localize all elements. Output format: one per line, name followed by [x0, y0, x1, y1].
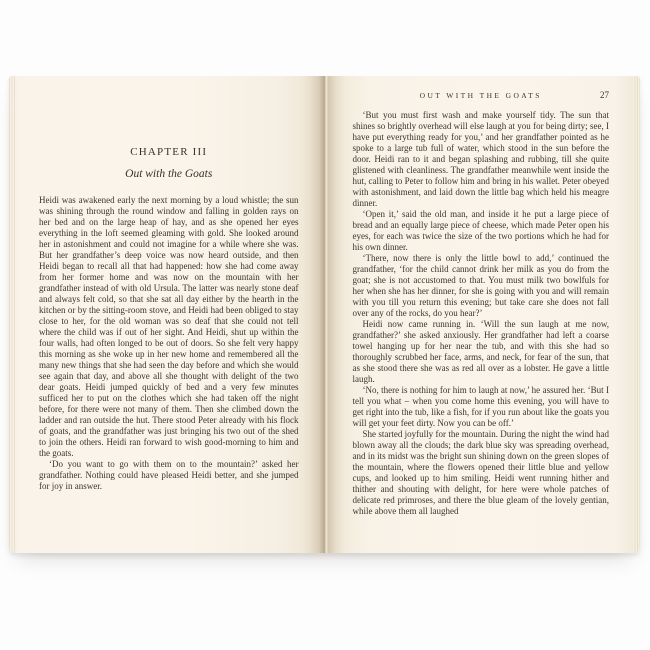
- paragraph: ‘Do you want to go with them on to the mountain?’ asked her grandfather. Nothing could have pleased Heidi better, and she jumped for joy in answer.: [39, 459, 299, 491]
- running-head: OUT WITH THE GOATS: [419, 91, 542, 100]
- paragraph: ‘There, now there is only the little bowl to add,’ continued the grandfather, ‘for the child cannot drink her milk as you do from the goat; she is not accustomed to that. You must milk two bowlfuls for her when she has her dinner, for she is going with you and will remain with you till you return this evening; but take care she does not fall over any of the rocks, do you hear?’: [352, 253, 609, 318]
- chapter-number-heading: CHAPTER III: [130, 146, 208, 158]
- paragraph: Heidi now came running in. ‘Will the sun laugh at me now, grandfather?’ she asked anxiously. Her grandfather had left a coarse towel hanging up for her near the tub, and with this she had so thoroughly scrubbed her face, arms, and neck, for fear of the sun, that as she stood there she was as red all over as a lobster. He gave a little laugh.: [352, 319, 609, 384]
- paragraph: ‘But you must first wash and make yourself tidy. The sun that shines so brightly overhead will else laugh at you for being dirty; see, I have put everything ready for you,’ and her grandfather pointed as he spoke to a large tub full of water, which stood in the sun before the door. Heidi ran to it and began splashing and rubbing, till she quite glistened with cleanliness. The grandfather meanwhile went inside the hut, calling to Peter to follow him and bring in his wallet. Peter obeyed with astonishment, and laid down the little bag which held his meagre dinner.: [352, 110, 609, 208]
- paragraph: She started joyfully for the mountain. During the night the wind had blown away all the clouds; the dark blue sky was spreading overhead, and in its midst was the bright sun shining down on the green slopes of the mountain, where the flowers opened their little blue and yellow cups, and looked up to him smiling. Heidi went running hither and thither and shouting with delight, for here were whole patches of delicate red primroses, and there the blue gleam of the lovely gentian, while above them all laughed: [352, 429, 609, 516]
- chapter-title-heading: Out with the Goats: [125, 168, 213, 180]
- paragraph: Heidi was awakened early the next morning by a loud whistle; the sun was shining through the round window and falling in golden rays on her bed and on the large heap of hay, and as she opened her eyes everything in the loft seemed gleaming with gold. She looked around her in astonishment and could not imagine for a while where she was. But her grandfather’s deep voice was now heard outside, and then Heidi began to recall all that had happened: how she had come away from her former home and was now on the mountain with her grandfather instead of with old Ursula. The latter was nearly stone deaf and always felt cold, so that she sat all day either by the hearth in the kitchen or by the sitting-room stove, and Heidi had been obliged to stay close to her, for the old woman was so deaf that she could not tell where the child was if out of her sight. And Heidi, shut up within the four walls, had often longed to be out of doors. So she felt very happy this morning as she woke up in her new home and remembered all the many new things that she had seen the day before and which she would see again that day, and above all she thought with delight of the two dear goats. Heidi jumped quickly of bed and a very few minutes sufficed her to put on the clothes which she had taken off the night before, for there were not many of them. Then she climbed down the ladder and ran outside the hut. There stood Peter already with his flock of goats, and the grandfather was just bringing his two out of the shed to join the others. Heidi ran forward to wish good-morning to him and the goats.: [39, 195, 299, 458]
- running-head-row: [353, 91, 610, 102]
- right-page: [325, 76, 641, 553]
- paragraph: ‘No, there is nothing for him to laugh at now,’ he assured her. ‘But I tell you what – when you come home this evening, you will have to get right into the tub, like a fish, for if you run about like the goats you will get your feet dirty. Now you can be off.’: [352, 385, 609, 428]
- page-number: 27: [600, 90, 609, 100]
- left-page: [9, 76, 325, 553]
- right-page-text-block: [353, 76, 610, 517]
- paragraph: ‘Open it,’ said the old man, and inside it he put a large piece of bread and an equally large piece of cheese, which made Peter open his eyes, for each was twice the size of the two portions which he had for his own dinner.: [352, 209, 609, 252]
- left-page-text-block: [39, 76, 299, 492]
- open-book: [9, 76, 640, 553]
